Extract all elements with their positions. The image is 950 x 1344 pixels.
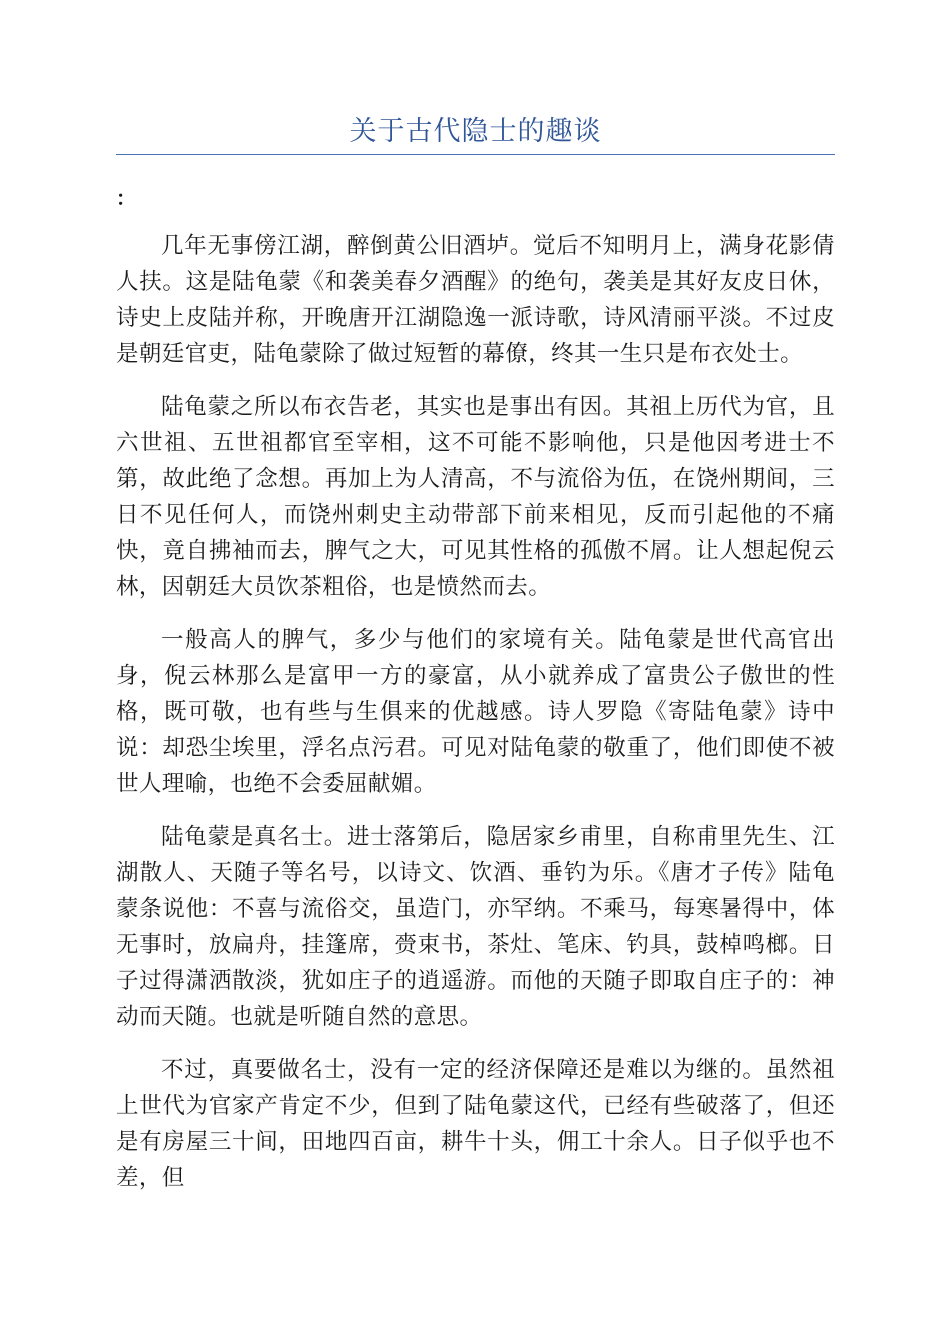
title-underline bbox=[116, 154, 835, 155]
paragraph-1: 几年无事傍江湖，醉倒黄公旧酒垆。觉后不知明月上，满身花影倩人扶。这是陆龟蒙《和袭美春夕酒醒》的绝句，袭美是其好友皮日休，诗史上皮陆并称，开晚唐开江湖隐逸一派诗歌，诗风清丽平淡。不过皮是朝廷官吏，陆龟蒙除了做过短暂的幕僚，终其一生只是布衣处士。 bbox=[116, 233, 835, 367]
paragraph-5: 不过，真要做名士，没有一定的经济保障还是难以为继的。虽然祖上世代为官家产肯定不少，但到了陆龟蒙这代，已经有些破落了，但还是有房屋三十间，田地四百亩，耕牛十头，佣工十余人。日子似乎也不差，但 bbox=[116, 1057, 835, 1191]
document-body bbox=[116, 228, 835, 1213]
document-title: 关于古代隐士的趣谈 bbox=[349, 116, 602, 147]
paragraph-2: 陆龟蒙之所以布衣告老，其实也是事出有因。其祖上历代为官，且六世祖、五世祖都官至宰相，这不可能不影响他，只是他因考进士不第，故此绝了念想。再加上为人清高，不与流俗为伍，在饶州期间，三日不见任何人，而饶州刺史主动带部下前来相见，反而引起他的不痛快，竟自拂袖而去，脾气之大，可见其性格的孤傲不屑。让人想起倪云林，因朝廷大员饮茶粗俗，也是愤然而去。 bbox=[116, 394, 835, 600]
paragraph-4: 陆龟蒙是真名士。进士落第后，隐居家乡甫里，自称甫里先生、江湖散人、天随子等名号，以诗文、饮酒、垂钓为乐。《唐才子传》陆龟蒙条说他：不喜与流俗交，虽造门，亦罕纳。不乘马，每寒暑得中，体无事时，放扁舟，挂篷席，赍束书，茶灶、笔床、钓具，鼓棹鸣榔。日子过得潇洒散淡，犹如庄子的逍遥游。而他的天随子即取自庄子的：神动而天随。也就是听随自然的意思。 bbox=[116, 824, 835, 1030]
paragraph-3: 一般高人的脾气，多少与他们的家境有关。陆龟蒙是世代高官出身，倪云林那么是富甲一方的豪富，从小就养成了富贵公子傲世的性格，既可敬，也有些与生俱来的优越感。诗人罗隐《寄陆龟蒙》诗中说：却恐尘埃里，浮名点污君。可见对陆龟蒙的敬重了，他们即使不被世人理喻，也绝不会委屈献媚。 bbox=[116, 627, 835, 797]
lead-mark: ： bbox=[116, 186, 136, 210]
